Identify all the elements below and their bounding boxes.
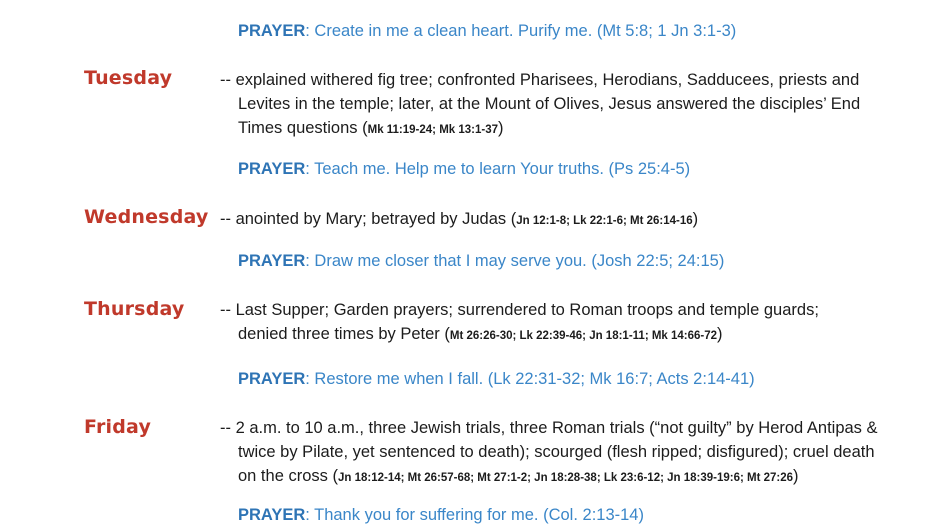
entry-thursday [220, 298, 910, 348]
entry-text: ) [793, 467, 799, 485]
entry-friday [220, 416, 910, 490]
entry-line: -- 2 a.m. to 10 a.m., three Jewish trials, three Roman trials (“not guilty” by Herod Antipas & [220, 419, 878, 437]
prayer-tuesday [238, 157, 918, 181]
prayer-label: PRAYER [238, 252, 306, 270]
prayer-friday [238, 503, 918, 527]
scripture-reference: Mt 26:26-30; Lk 22:39-46; Jn 18:1-11; Mk 14:66-72 [449, 330, 718, 342]
day-heading-tuesday: Tuesday [84, 67, 173, 89]
prayer-label: PRAYER [238, 22, 306, 40]
entry-line: -- Last Supper; Garden prayers; surrendered to Roman troops and temple guards; [220, 301, 819, 319]
day-heading-thursday: Thursday [84, 298, 185, 320]
prayer-text: : Draw me closer that I may serve you. (Josh 22:5; 24:15) [305, 252, 725, 270]
entry-line: Levites in the temple; later, at the Mount of Olives, Jesus answered the disciples’ End [238, 95, 861, 113]
entry-line [220, 116, 910, 142]
prayer-text: : Restore me when I fall. (Lk 22:31-32; Mk 16:7; Acts 2:14-41) [305, 370, 755, 388]
day-heading-wednesday: Wednesday [84, 206, 209, 228]
entry-wednesday [220, 207, 910, 233]
entry-line [220, 322, 910, 348]
entry-line [220, 464, 910, 490]
entry-text: ) [692, 210, 699, 228]
entry-line: -- explained withered fig tree; confronted Pharisees, Herodians, Sadducees, priests and [220, 71, 860, 89]
entry-text: on the cross ( [238, 467, 338, 485]
scripture-reference: Jn 12:1-8; Lk 22:1-6; Mt 26:14-16 [516, 215, 693, 227]
prayer-label: PRAYER [238, 370, 306, 388]
scripture-reference: Mk 11:19-24; Mk 13:1-37 [367, 124, 499, 136]
entry-text: -- anointed by Mary; betrayed by Judas ( [220, 210, 517, 228]
entry-line: twice by Pilate, yet sentenced to death); scourged (flesh ripped; disfigured); cruel death [238, 443, 875, 461]
entry-text: ) [498, 119, 504, 137]
scripture-reference: Jn 18:12-14; Mt 26:57-68; Mt 27:1-2; Jn 18:28-38; Lk 23:6-12; Jn 18:39-19:6; Mt 27:26 [337, 472, 794, 484]
entry-text: Times questions ( [238, 119, 368, 137]
day-heading-friday: Friday [84, 416, 152, 438]
prayer-wednesday [238, 249, 918, 273]
prayer-label: PRAYER [238, 160, 306, 178]
entry-tuesday [220, 68, 910, 142]
prayer-text: : Create in me a clean heart. Purify me. (Mt 5:8; 1 Jn 3:1-3) [305, 22, 737, 40]
prayer-label: PRAYER [238, 506, 306, 524]
prayer-thursday [238, 367, 918, 391]
prayer-text: : Thank you for suffering for me. (Col. 2:13-14) [305, 506, 644, 524]
prayer-monday [238, 19, 918, 43]
prayer-text: : Teach me. Help me to learn Your truths. (Ps 25:4-5) [305, 160, 691, 178]
entry-line [220, 207, 910, 233]
entry-text: denied three times by Peter ( [238, 325, 450, 343]
entry-text: ) [717, 325, 723, 343]
